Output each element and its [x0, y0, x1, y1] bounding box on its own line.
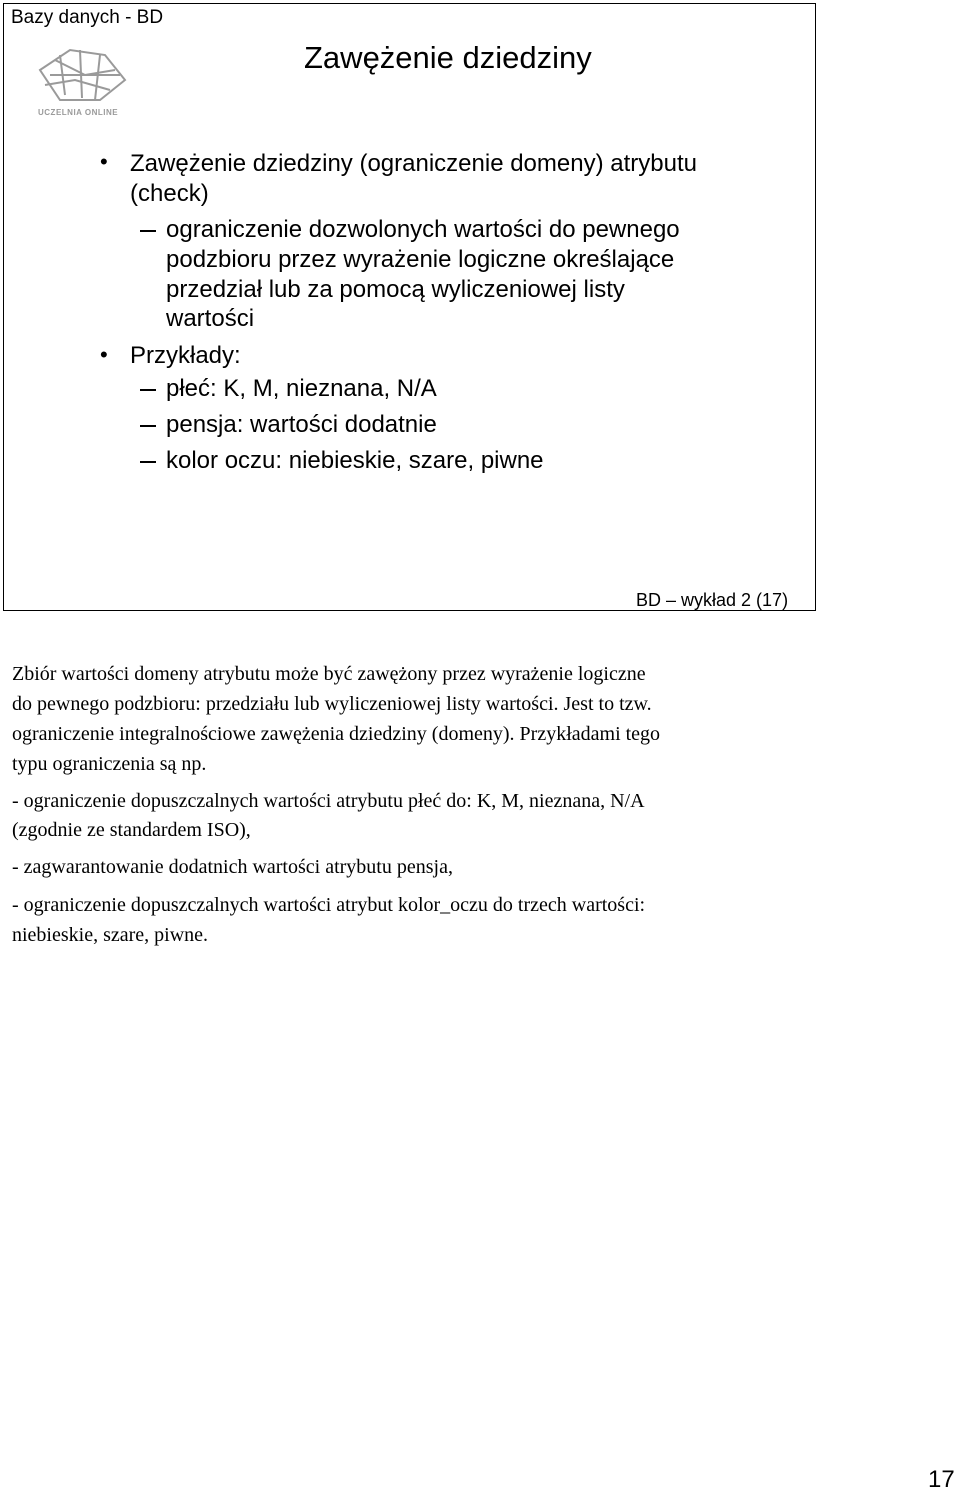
slide-title: Zawężenie dziedziny — [304, 40, 592, 75]
slide-footer: BD – wykład 2 (17) — [636, 590, 789, 610]
page-number: 17 — [928, 1466, 955, 1493]
subitem-line: płeć: K, M, nieznana, N/A — [166, 375, 437, 402]
subitem-line: pensja: wartości dodatnie — [166, 411, 437, 438]
note-line: (zgodnie ze standardem ISO), — [12, 819, 251, 841]
note-line: - ograniczenie dopuszczalnych wartości atrybut kolor_oczu do trzech wartości: — [12, 894, 646, 916]
subitem-line: kolor oczu: niebieskie, szare, piwne — [166, 447, 544, 474]
dash-icon — [140, 230, 156, 232]
note-line: typu ograniczenia są np. — [12, 753, 207, 775]
subitem-line: przedział lub za pomocą wyliczeniowej listy — [166, 276, 625, 303]
subitem-line: podzbioru przez wyrażenie logiczne określające — [166, 246, 675, 273]
note-line: do pewnego podzbioru: przedziału lub wyliczeniowej listy wartości. Jest to tzw. — [12, 693, 652, 715]
header-label: Bazy danych - BD — [11, 7, 164, 28]
dash-icon — [140, 425, 156, 427]
note-line: - zagwarantowanie dodatnich wartości atrybutu pensja, — [12, 856, 453, 878]
note-line: - ograniczenie dopuszczalnych wartości atrybutu płeć do: K, M, nieznana, N/A — [12, 790, 645, 812]
bullet-line: Przykłady: — [130, 342, 241, 369]
bullet-dot-icon: • — [100, 149, 108, 174]
bullet-line: (check) — [130, 180, 209, 207]
note-line: niebieskie, szare, piwne. — [12, 924, 209, 946]
bullet-line: Zawężenie dziedziny (ograniczenie domeny) atrybutu — [130, 150, 697, 177]
dash-icon — [140, 461, 156, 463]
dash-icon — [140, 389, 156, 391]
subitem-line: ograniczenie dozwolonych wartości do pewnego — [166, 216, 680, 243]
logo-text: UCZELNIA ONLINE — [38, 108, 119, 117]
note-line: ograniczenie integralnościowe zawężenia dziedziny (domeny). Przykładami tego — [12, 723, 661, 745]
bullet-dot-icon: • — [100, 342, 108, 367]
subitem-line: wartości — [166, 305, 255, 332]
note-line: Zbiór wartości domeny atrybutu może być zawężony przez wyrażenie logiczne — [12, 663, 646, 685]
